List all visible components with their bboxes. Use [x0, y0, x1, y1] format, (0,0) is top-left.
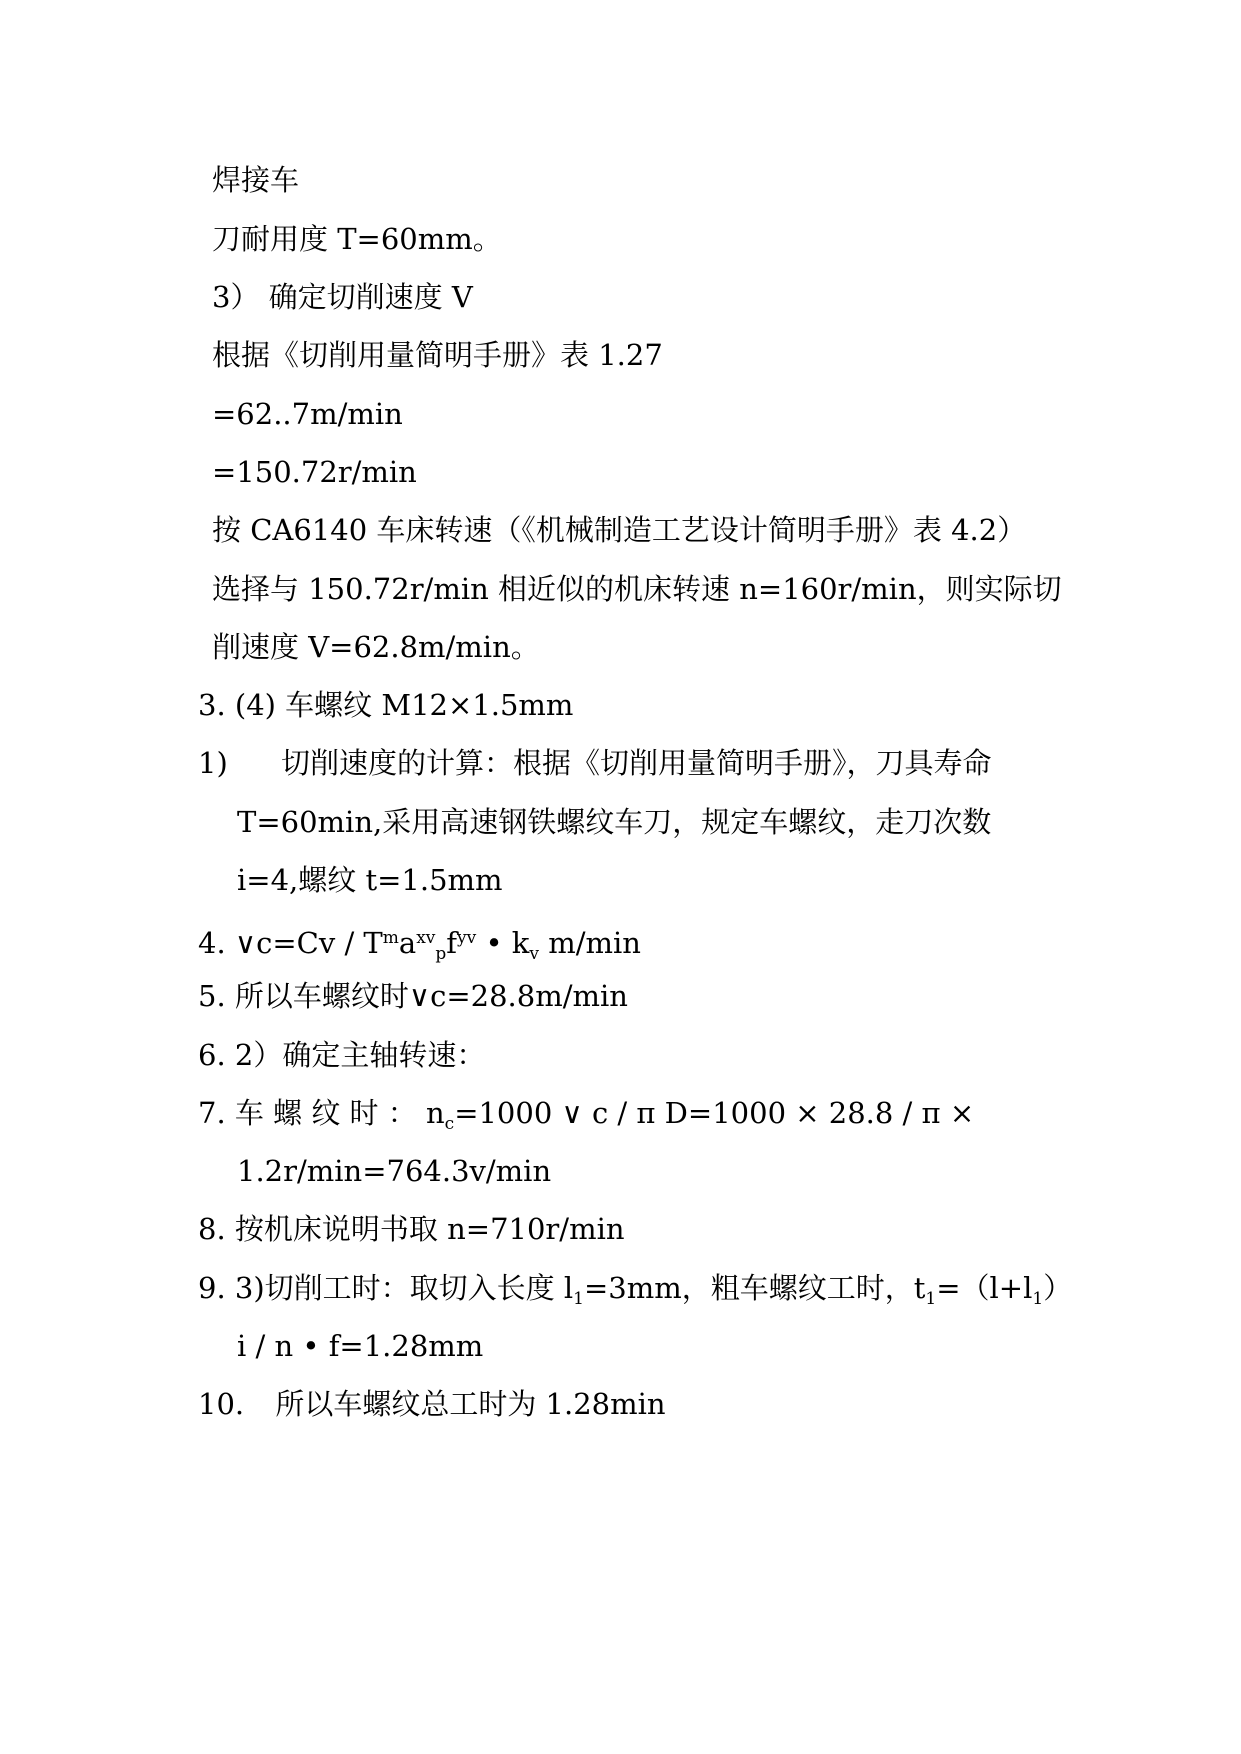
- formula-superscript: m: [382, 928, 399, 948]
- formula-line: [198, 1270, 1072, 1317]
- formula-text: a: [398, 926, 417, 960]
- formula-subscript: 1: [573, 1289, 584, 1309]
- formula-superscript: xv: [416, 928, 436, 948]
- formula-text: • k: [476, 926, 530, 960]
- list-number: 1): [198, 746, 228, 780]
- formula-subscript: 1: [1032, 1289, 1044, 1309]
- formula-text: f: [446, 926, 458, 960]
- text-line: =150.72r/min: [212, 455, 417, 489]
- list-item: [198, 745, 992, 781]
- formula-line: [198, 920, 641, 972]
- list-number: 10.: [198, 1387, 245, 1421]
- text-line: 6. 2）确定主轴转速：: [198, 1038, 486, 1072]
- text-line: 削速度 V=62.8m/min。: [212, 630, 540, 664]
- formula-text: =3mm，粗车螺纹工时，t: [583, 1271, 926, 1305]
- text-line: =62..7m/min: [212, 397, 403, 431]
- formula-text: ）: [1043, 1271, 1073, 1305]
- formula-text: =（l+l: [936, 1271, 1033, 1305]
- formula-text: 7. 车 螺 纹 时 ： n: [198, 1096, 445, 1130]
- text-line: 3） 确定切削速度 V: [212, 280, 473, 314]
- list-item: [198, 1386, 666, 1422]
- text-line: 5. 所以车螺纹时∨c=28.8m/min: [198, 979, 628, 1013]
- formula-subscript: p: [435, 944, 447, 964]
- text-line: 按 CA6140 车床转速（《机械制造工艺设计简明手册》表 4.2）: [212, 513, 1027, 547]
- text-line: 刀耐用度 T=60mm。: [212, 222, 502, 256]
- text-line: T=60min,采用高速钢铁螺纹车刀，规定车螺纹，走刀次数: [237, 805, 992, 839]
- formula-line: [198, 1095, 974, 1142]
- formula-text: =1000 ∨ c / π D=1000 × 28.8 / π ×: [454, 1096, 975, 1130]
- text-line: 8. 按机床说明书取 n=710r/min: [198, 1212, 625, 1246]
- formula-subscript: c: [444, 1114, 455, 1134]
- text-line: 1.2r/min=764.3v/min: [237, 1154, 552, 1188]
- text-line: 选择与 150.72r/min 相近似的机床转速 n=160r/min，则实际切: [212, 572, 1062, 606]
- text-line: 焊接车: [212, 163, 300, 197]
- formula-superscript: yv: [457, 928, 477, 948]
- formula-subscript: v: [529, 944, 539, 964]
- text-line: i=4,螺纹 t=1.5mm: [237, 863, 503, 897]
- list-text: 切削速度的计算：根据《切削用量简明手册》，刀具寿命: [280, 746, 992, 780]
- formula-subscript: 1: [925, 1289, 937, 1309]
- list-text: 所以车螺纹总工时为 1.28min: [275, 1387, 666, 1421]
- formula-text: m/min: [538, 926, 641, 960]
- text-line: 根据《切削用量简明手册》表 1.27: [212, 338, 663, 372]
- formula-text: 4. ∨c=Cv / T: [198, 926, 383, 960]
- text-line: i / n • f=1.28mm: [237, 1329, 484, 1363]
- section-heading: 3. (4) 车螺纹 M12×1.5mm: [198, 688, 574, 722]
- formula-text: 9. 3)切削工时：取切入长度 l: [198, 1271, 574, 1305]
